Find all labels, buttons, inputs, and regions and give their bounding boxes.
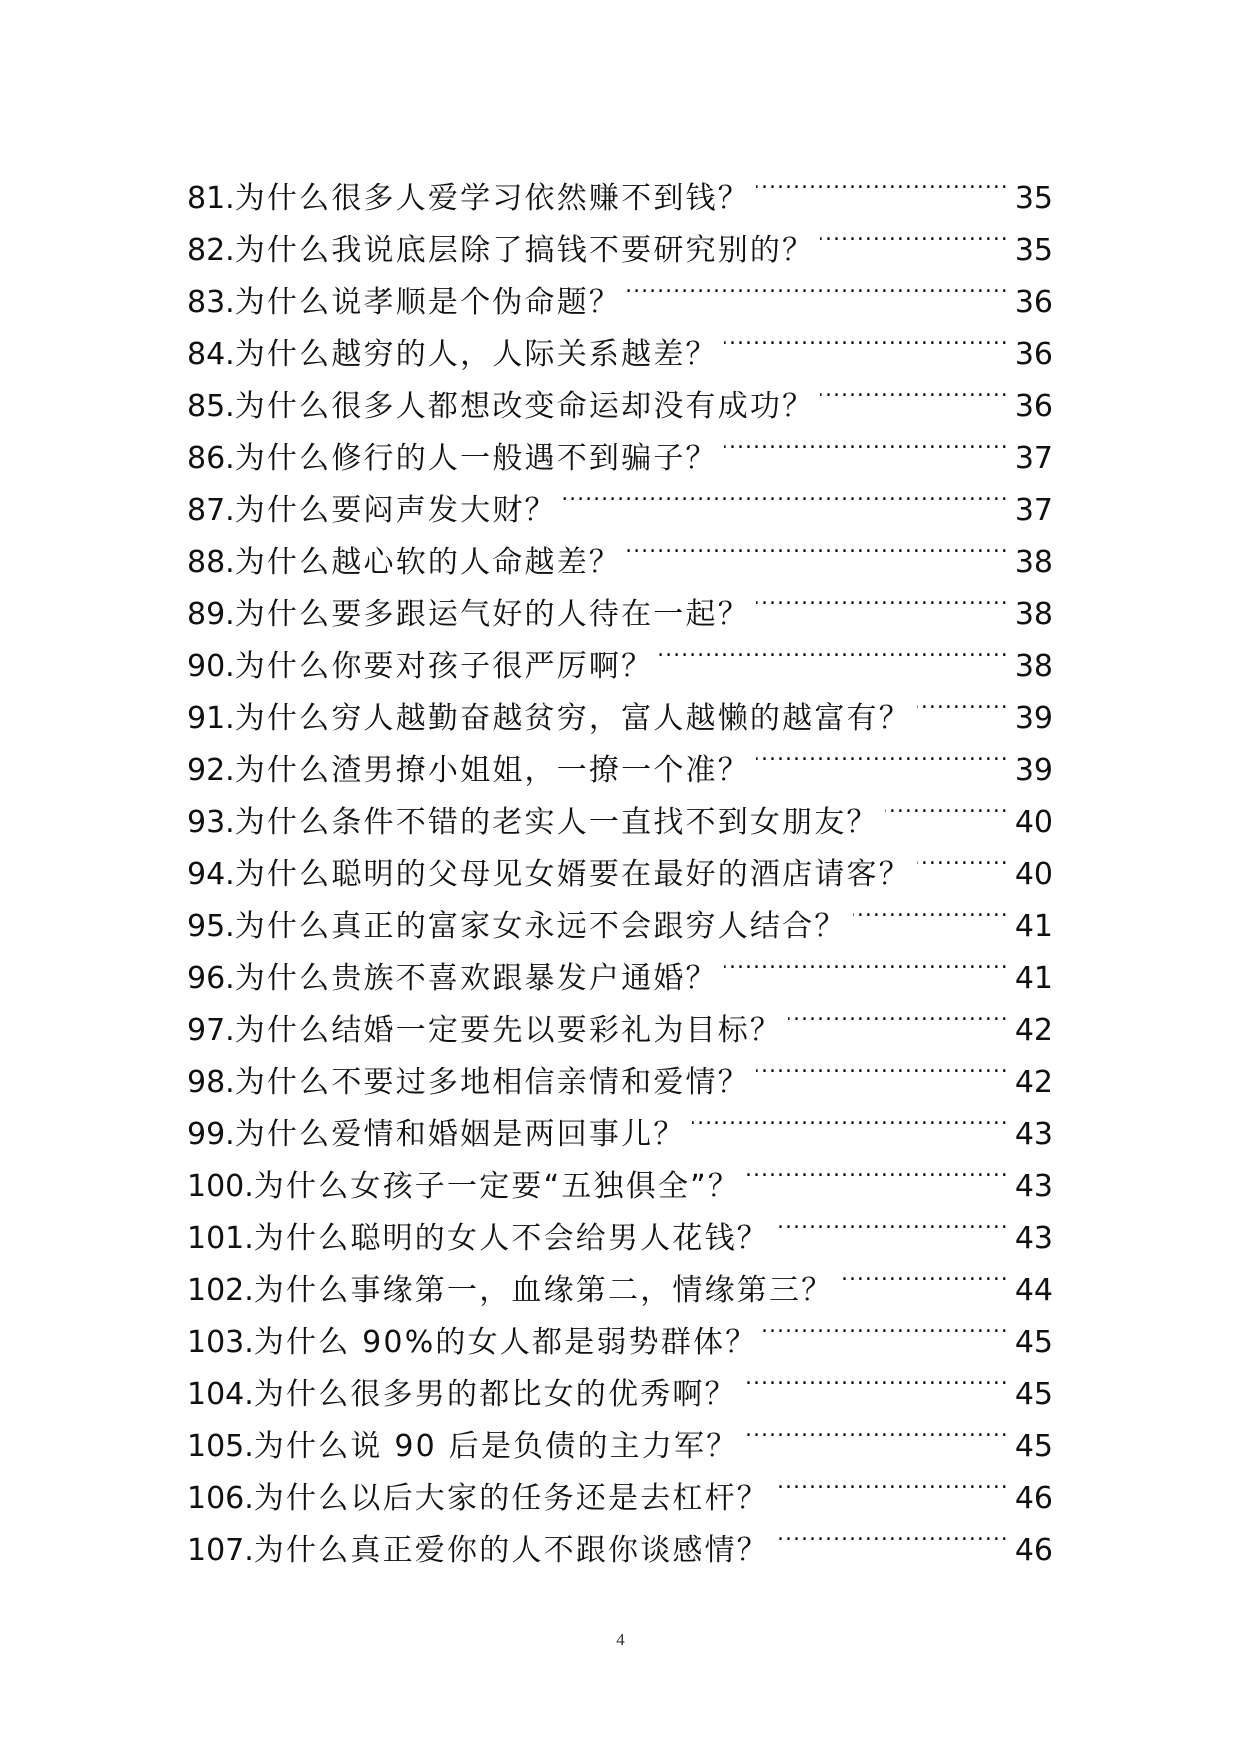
dot-leader [775,1508,1009,1560]
dot-leader [692,1092,1009,1144]
toc-entry-page: 41 [1014,909,1053,944]
dot-leader [788,988,1009,1040]
dot-leader [820,364,1008,416]
toc-entry-page: 46 [1014,1481,1053,1516]
toc-entry-title: 为什么事缘第一，血缘第二，情缘第三？ [253,1273,834,1308]
toc-entry-title: 为什么爱情和婚姻是两回事儿？ [234,1117,686,1152]
toc-entry-title: 为什么我说底层除了搞钱不要研究别的？ [234,233,815,268]
toc-entry-title: 为什么女孩子一定要“五独俱全”？ [253,1169,741,1204]
toc-entry-title: 为什么真正爱你的人不跟你谈感情？ [253,1533,769,1568]
dot-leader [659,624,1008,676]
toc-entry-page: 36 [1014,285,1053,320]
toc-entry-title: 为什么 90%的女人都是弱势群体？ [253,1325,758,1360]
toc-entry-title: 为什么贵族不喜欢跟暴发户通婚？ [234,961,718,996]
toc-entry-page: 35 [1014,181,1053,216]
toc-entry-number: 100. [187,1169,254,1204]
dot-leader [775,1456,1009,1508]
toc-entry-page: 45 [1014,1429,1053,1464]
dot-leader [746,1144,1009,1196]
toc-entry-page: 40 [1014,805,1053,840]
toc-entry-title: 为什么很多人都想改变命运却没有成功？ [234,389,815,424]
toc-entry-number: 83. [187,285,235,320]
toc-entry-title: 为什么说孝顺是个伪命题？ [234,285,622,320]
toc-entry-title: 为什么很多人爱学习依然赚不到钱？ [234,181,750,216]
toc-entry-page: 36 [1014,337,1053,372]
toc-entry-page: 43 [1014,1169,1053,1204]
toc-entry-number: 91. [187,701,235,736]
toc-entry-title: 为什么条件不错的老实人一直找不到女朋友？ [234,805,879,840]
toc-entry-number: 97. [187,1013,235,1048]
toc-entry-page: 39 [1014,753,1053,788]
dot-leader [775,1196,1009,1248]
toc-entry-page: 46 [1014,1533,1053,1568]
dot-leader [917,832,1009,884]
toc-entry-number: 101. [187,1221,254,1256]
toc-entry-page: 43 [1014,1117,1053,1152]
toc-entry-page: 37 [1014,441,1053,476]
toc-entry-page: 45 [1014,1325,1053,1360]
toc-entry-page: 42 [1014,1013,1053,1048]
toc-entry-page: 38 [1014,545,1053,580]
toc-entry-number: 96. [187,961,235,996]
toc-entry-page: 43 [1014,1221,1053,1256]
toc-entry[interactable] [187,156,1053,216]
dot-leader [763,1300,1008,1352]
toc-entry-title: 为什么穷人越勤奋越贫穷，富人越懒的越富有？ [234,701,911,736]
toc-entry-title: 为什么要多跟运气好的人待在一起？ [234,597,750,632]
toc-entry-number: 102. [187,1273,254,1308]
toc-entry-title: 为什么聪明的父母见女婿要在最好的酒店请客？ [234,857,911,892]
toc-entry-number: 98. [187,1065,235,1100]
toc-entry-page: 37 [1014,493,1053,528]
dot-leader [756,728,1009,780]
toc-entry-number: 87. [187,493,235,528]
toc-entry-page: 40 [1014,857,1053,892]
toc-entry-page: 45 [1014,1377,1053,1412]
toc-entry-title: 为什么以后大家的任务还是去杠杆？ [253,1481,769,1516]
dot-leader [756,1040,1009,1092]
toc-entry-title: 为什么不要过多地相信亲情和爱情？ [234,1065,750,1100]
toc-entry-number: 82. [187,233,235,268]
toc-entry-number: 93. [187,805,235,840]
toc-entry-title: 为什么你要对孩子很严厉啊？ [234,649,654,684]
toc-entry-page: 42 [1014,1065,1053,1100]
toc-entry-number: 89. [187,597,235,632]
toc-entry-title: 为什么很多男的都比女的优秀啊？ [253,1377,737,1412]
toc-entry-number: 84. [187,337,235,372]
toc-entry-number: 92. [187,753,235,788]
toc-entry-page: 39 [1014,701,1053,736]
dot-leader [839,1248,1008,1300]
dot-leader [724,416,1009,468]
toc-entry-page: 44 [1014,1273,1053,1308]
toc-entry-page: 35 [1014,233,1053,268]
toc-entry-number: 95. [187,909,235,944]
toc-entry-title: 为什么要闷声发大财？ [234,493,557,528]
toc-entry-number: 90. [187,649,235,684]
toc-entry-number: 103. [187,1325,254,1360]
dot-leader [917,676,1009,728]
toc-entry-page: 36 [1014,389,1053,424]
toc-entry-number: 106. [187,1481,254,1516]
dot-leader [820,208,1008,260]
dot-leader [885,780,1009,832]
dot-leader [744,1404,1008,1456]
toc-entry-number: 86. [187,441,235,476]
toc-entry-title: 为什么修行的人一般遇不到骗子？ [234,441,718,476]
toc-entry-number: 99. [187,1117,235,1152]
dot-leader [756,572,1009,624]
toc-entry-title: 为什么说 90 后是负债的主力军？ [253,1429,739,1464]
dot-leader [627,260,1009,312]
toc-entry-title: 为什么越穷的人，人际关系越差？ [234,337,718,372]
toc-entry-title: 为什么聪明的女人不会给男人花钱？ [253,1221,769,1256]
toc-entry-page: 38 [1014,649,1053,684]
toc-entry-title: 为什么真正的富家女永远不会跟穷人结合？ [234,909,847,944]
dot-leader [724,936,1009,988]
toc-entry-page: 41 [1014,961,1053,996]
toc-entry-number: 94. [187,857,235,892]
dot-leader [853,884,1009,936]
dot-leader [627,520,1009,572]
toc-entry-title: 为什么结婚一定要先以要彩礼为目标？ [234,1013,783,1048]
dot-leader [724,312,1009,364]
toc-entry-title: 为什么越心软的人命越差？ [234,545,622,580]
toc-entry-title: 为什么渣男撩小姐姐，一撩一个准？ [234,753,750,788]
dot-leader [756,156,1009,208]
toc-entry-number: 105. [187,1429,254,1464]
toc-entry-number: 81. [187,181,235,216]
toc-entry-page: 38 [1014,597,1053,632]
toc-entry-number: 107. [187,1533,254,1568]
dot-leader [563,468,1009,520]
table-of-contents [187,156,1053,1568]
toc-entry-number: 85. [187,389,235,424]
toc-entry-number: 104. [187,1377,254,1412]
page-number: 4 [616,1630,625,1649]
dot-leader [743,1352,1009,1404]
toc-entry-number: 88. [187,545,235,580]
